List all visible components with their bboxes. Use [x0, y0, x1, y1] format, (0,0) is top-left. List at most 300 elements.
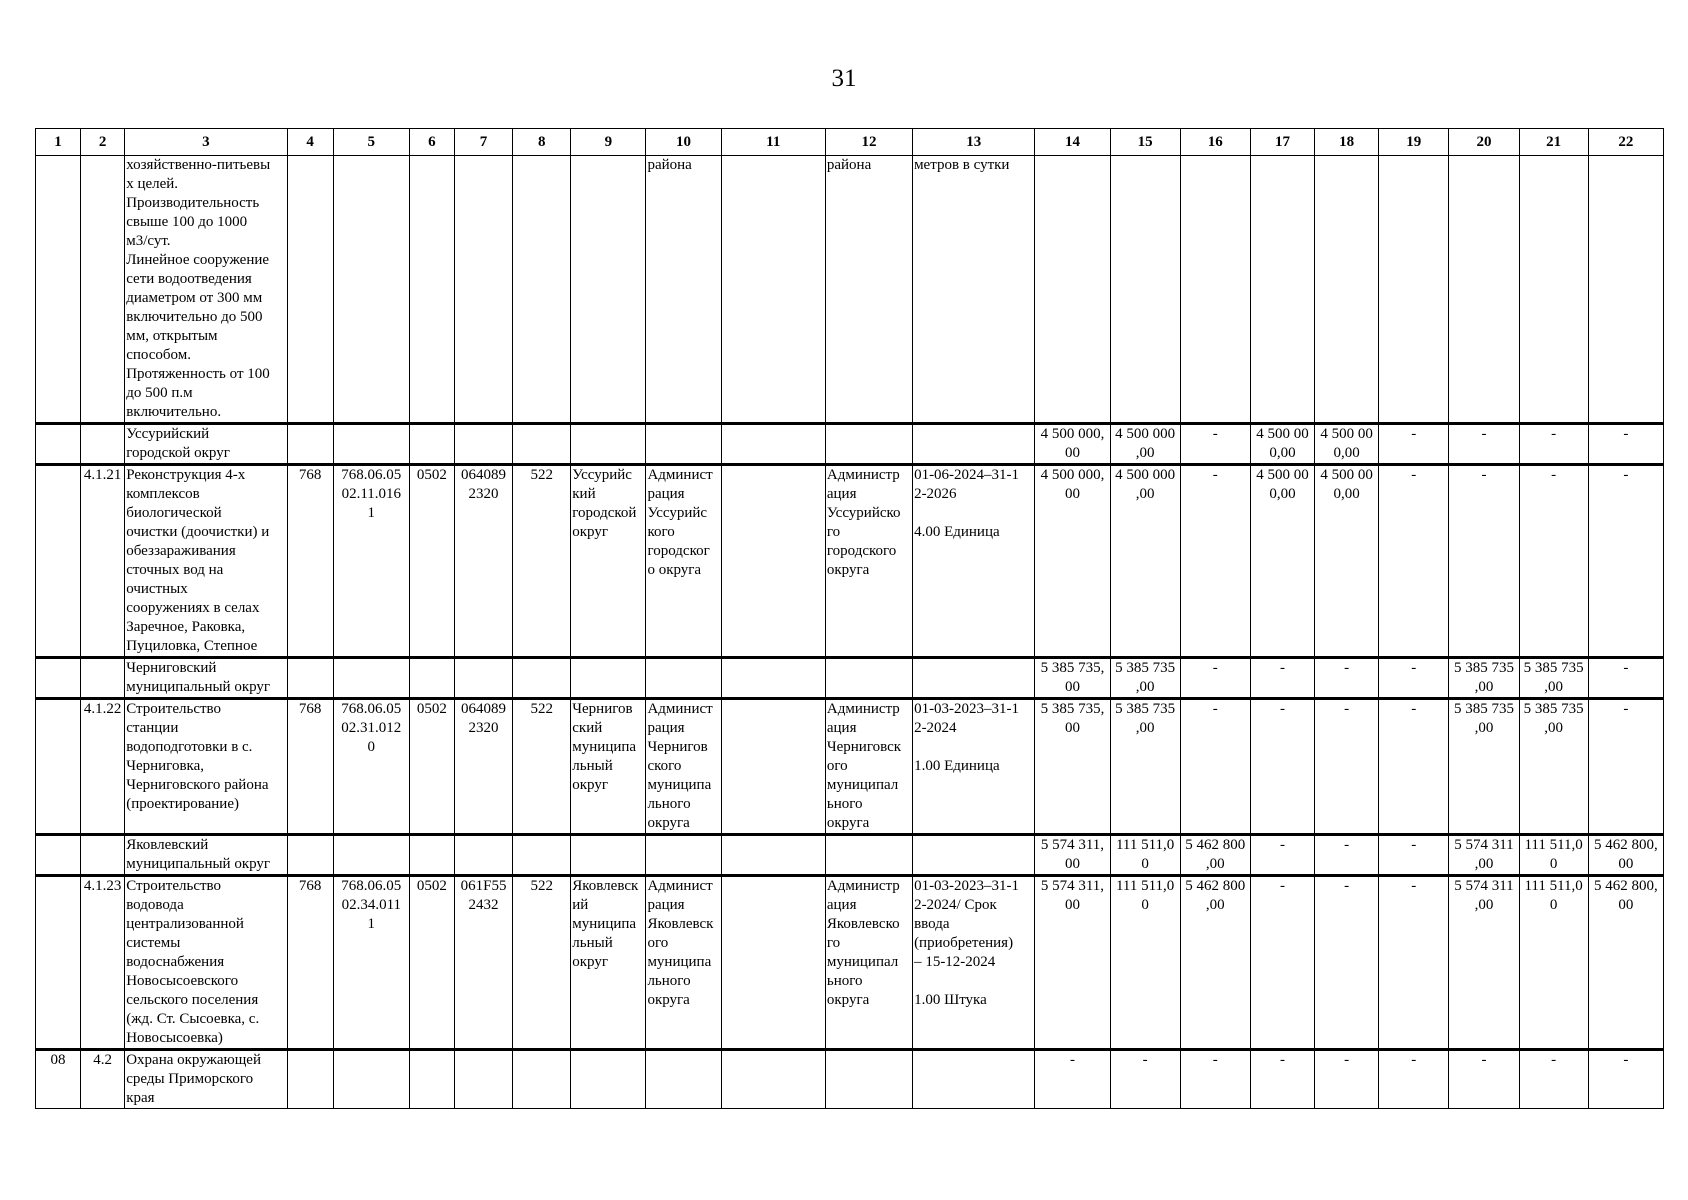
table-cell-col-21: [1519, 658, 1588, 699]
cell-text: 5 574 311, 00: [1040, 837, 1105, 872]
column-header: 13: [913, 129, 1035, 156]
table-cell-col-7: [454, 835, 512, 876]
cell-text: -: [1142, 1052, 1148, 1068]
cell-text: -: [1551, 426, 1557, 442]
table-cell-col-16: [1180, 876, 1250, 1050]
table-cell-col-19: [1379, 1050, 1449, 1109]
table-cell-col-10: [646, 658, 721, 699]
cell-text: -: [1344, 660, 1350, 676]
table-cell-col-1: [36, 1050, 81, 1109]
table-cell-col-7: [454, 1050, 512, 1109]
cell-text: Администр ация Уссурийско го городского округа: [826, 467, 901, 578]
district-total-row: [36, 424, 1664, 465]
table-cell-col-8: [513, 424, 571, 465]
table-cell-col-9: [571, 876, 646, 1050]
table-cell-col-4: [287, 658, 333, 699]
table-cell-col-6: [409, 465, 454, 658]
table-cell-col-13: [913, 424, 1035, 465]
cell-text: -: [1623, 701, 1629, 717]
column-header: 8: [513, 129, 571, 156]
table-cell-col-17: [1250, 424, 1314, 465]
table-cell-col-3: [125, 1050, 287, 1109]
table-cell-col-7: [454, 156, 512, 424]
table-cell-col-10: [646, 156, 721, 424]
cell-text: Админист рация Чернигов ского муниципа льного округа: [647, 701, 713, 831]
cell-text: 5 385 735 ,00: [1453, 660, 1514, 695]
cell-text: 01-03-2023–31-1 2-2024 1.00 Единица: [914, 701, 1020, 774]
table-cell-col-4: [287, 699, 333, 835]
cell-text: 0502: [416, 467, 447, 483]
table-cell-col-18: [1315, 424, 1379, 465]
column-header: 9: [571, 129, 646, 156]
cell-text: Администр ация Черниговск ого муниципал ьного округа: [826, 701, 902, 831]
cell-text: -: [1411, 837, 1417, 853]
table-row: [36, 156, 1664, 424]
table-cell-col-13: [913, 1050, 1035, 1109]
table-cell-col-19: [1379, 835, 1449, 876]
cell-text: 4 500 000, 00: [1040, 467, 1105, 502]
table-cell-col-19: [1379, 699, 1449, 835]
column-header: 18: [1315, 129, 1379, 156]
cell-text: района: [826, 157, 872, 173]
table-cell-col-18: [1315, 699, 1379, 835]
table-cell-col-13: [913, 465, 1035, 658]
table-cell-col-15: [1110, 465, 1180, 658]
column-header: 12: [825, 129, 912, 156]
cell-text: -: [1344, 1052, 1350, 1068]
cell-text: Строительство станции водоподготовки в с. Черниговка, Черниговского района (проектирование): [126, 701, 269, 812]
table-cell-col-18: [1315, 465, 1379, 658]
cell-text: 01-03-2023–31-1 2-2024/ Срок ввода (приобретения) – 15-12-2024 1.00 Штука: [914, 878, 1020, 1008]
table-cell-col-20: [1449, 835, 1519, 876]
cell-text: 064089 2320: [461, 701, 507, 736]
cell-text: 08: [50, 1052, 66, 1068]
table-row: [36, 1050, 1664, 1109]
cell-text: 5 385 735, 00: [1040, 701, 1105, 736]
cell-text: 4.1.21: [83, 467, 122, 483]
cell-text: 522: [530, 467, 553, 483]
cell-text: Черниговский муниципальный округ: [126, 660, 271, 695]
table-cell-col-12: [825, 465, 912, 658]
table-cell-col-4: [287, 1050, 333, 1109]
cell-text: 768: [298, 701, 322, 717]
table-cell-col-22: [1588, 699, 1663, 835]
table-cell-col-21: [1519, 835, 1588, 876]
cell-text: 4 500 000 ,00: [1115, 426, 1176, 461]
table-cell-col-1: [36, 699, 81, 835]
cell-text: 768: [298, 878, 322, 894]
table-cell-col-14: [1035, 835, 1110, 876]
column-header: 5: [333, 129, 409, 156]
cell-text: Яковлевск ий муниципа льный округ: [572, 878, 639, 970]
table-cell-col-18: [1315, 1050, 1379, 1109]
table-cell-col-20: [1449, 1050, 1519, 1109]
table-cell-col-16: [1180, 835, 1250, 876]
cell-text: -: [1344, 878, 1350, 894]
cell-text: 111 511,0 0: [1115, 837, 1175, 872]
table-cell-col-2: [81, 658, 125, 699]
table-cell-col-12: [825, 424, 912, 465]
table-cell-col-14: [1035, 156, 1110, 424]
column-header: 21: [1519, 129, 1588, 156]
table-cell-col-20: [1449, 658, 1519, 699]
table-cell-col-15: [1110, 424, 1180, 465]
table-cell-col-1: [36, 156, 81, 424]
cell-text: 0502: [416, 701, 447, 717]
column-header: 10: [646, 129, 721, 156]
cell-text: -: [1623, 426, 1629, 442]
cell-text: -: [1411, 701, 1417, 717]
cell-text: 4.1.23: [83, 878, 122, 894]
district-total-row: [36, 658, 1664, 699]
table-cell-col-4: [287, 876, 333, 1050]
table-cell-col-8: [513, 1050, 571, 1109]
table-cell-col-21: [1519, 424, 1588, 465]
table-cell-col-18: [1315, 658, 1379, 699]
cell-text: 5 462 800 ,00: [1185, 837, 1246, 872]
table-cell-col-20: [1449, 699, 1519, 835]
cell-text: Уссурийский городской округ: [126, 426, 230, 461]
table-cell-col-22: [1588, 835, 1663, 876]
table-cell-col-7: [454, 658, 512, 699]
cell-text: 522: [530, 701, 553, 717]
table-cell-col-1: [36, 876, 81, 1050]
table-cell-col-12: [825, 658, 912, 699]
table-cell-col-1: [36, 658, 81, 699]
cell-text: -: [1623, 660, 1629, 676]
cell-text: Строительство водовода централизованной системы водоснабжения Новосысоевского сельского поселения (жд. Ст. Сысоевка, с. Новосысоевка): [126, 878, 260, 1046]
cell-text: -: [1411, 426, 1417, 442]
table-cell-col-12: [825, 699, 912, 835]
cell-text: 768.06.05 02.34.011 1: [341, 878, 402, 932]
cell-text: Яковлевский муниципальный округ: [126, 837, 271, 872]
cell-text: 064089 2320: [461, 467, 507, 502]
table-cell-col-16: [1180, 465, 1250, 658]
cell-text: -: [1279, 660, 1285, 676]
table-cell-col-22: [1588, 424, 1663, 465]
cell-text: -: [1279, 1052, 1285, 1068]
table-cell-col-6: [409, 658, 454, 699]
table-cell-col-20: [1449, 424, 1519, 465]
table-cell-col-15: [1110, 658, 1180, 699]
table-cell-col-4: [287, 424, 333, 465]
table-row: [36, 465, 1664, 658]
table-cell-col-13: [913, 835, 1035, 876]
table-cell-col-8: [513, 156, 571, 424]
table-cell-col-17: [1250, 699, 1314, 835]
table-cell-col-11: [721, 876, 825, 1050]
table-cell-col-13: [913, 658, 1035, 699]
table-cell-col-1: [36, 465, 81, 658]
cell-text: района: [647, 157, 692, 173]
cell-text: 4 500 00 0,00: [1256, 426, 1309, 461]
table-cell-col-21: [1519, 876, 1588, 1050]
table-cell-col-14: [1035, 876, 1110, 1050]
table-cell-col-11: [721, 835, 825, 876]
cell-text: -: [1411, 1052, 1417, 1068]
cell-text: -: [1212, 701, 1218, 717]
cell-text: -: [1481, 426, 1487, 442]
cell-text: -: [1212, 426, 1218, 442]
table-cell-col-15: [1110, 876, 1180, 1050]
table-cell-col-11: [721, 1050, 825, 1109]
table-row: [36, 876, 1664, 1050]
table-cell-col-9: [571, 465, 646, 658]
cell-text: 5 574 311 ,00: [1454, 837, 1514, 872]
table-cell-col-13: [913, 876, 1035, 1050]
column-header: 3: [125, 129, 287, 156]
cell-text: 4 500 00 0,00: [1320, 467, 1373, 502]
table-cell-col-10: [646, 424, 721, 465]
cell-text: Чернигов ский муниципа льный округ: [572, 701, 637, 793]
column-header: 16: [1180, 129, 1250, 156]
table-cell-col-11: [721, 465, 825, 658]
table-cell-col-22: [1588, 156, 1663, 424]
cell-text: 5 385 735, 00: [1040, 660, 1105, 695]
table-cell-col-18: [1315, 156, 1379, 424]
table-cell-col-1: [36, 424, 81, 465]
table-cell-col-2: [81, 699, 125, 835]
cell-text: -: [1212, 660, 1218, 676]
table-cell-col-3: [125, 876, 287, 1050]
cell-text: 5 462 800 ,00: [1185, 878, 1246, 913]
header-row: [36, 129, 1664, 156]
table-cell-col-22: [1588, 876, 1663, 1050]
table-cell-col-6: [409, 699, 454, 835]
table-cell-col-14: [1035, 1050, 1110, 1109]
cell-text: -: [1623, 467, 1629, 483]
table-cell-col-10: [646, 699, 721, 835]
cell-text: 4 500 00 0,00: [1320, 426, 1373, 461]
cell-text: 5 385 735 ,00: [1115, 701, 1176, 736]
column-header: 14: [1035, 129, 1110, 156]
table-cell-col-12: [825, 835, 912, 876]
column-header: 6: [409, 129, 454, 156]
table-cell-col-6: [409, 876, 454, 1050]
table-cell-col-10: [646, 835, 721, 876]
table-cell-col-19: [1379, 156, 1449, 424]
table-cell-col-5: [333, 835, 409, 876]
cell-text: -: [1212, 467, 1218, 483]
table-cell-col-15: [1110, 156, 1180, 424]
table-cell-col-19: [1379, 424, 1449, 465]
cell-text: -: [1344, 701, 1350, 717]
table-cell-col-8: [513, 658, 571, 699]
table-cell-col-16: [1180, 1050, 1250, 1109]
table-cell-col-18: [1315, 835, 1379, 876]
table-cell-col-22: [1588, 465, 1663, 658]
cell-text: -: [1279, 701, 1285, 717]
table-cell-col-17: [1250, 876, 1314, 1050]
table-cell-col-19: [1379, 658, 1449, 699]
cell-text: -: [1411, 660, 1417, 676]
cell-text: 01-06-2024–31-1 2-2026 4.00 Единица: [914, 467, 1020, 540]
table-cell-col-11: [721, 156, 825, 424]
cell-text: Охрана окружающей среды Приморского края: [126, 1052, 261, 1106]
table-cell-col-1: [36, 835, 81, 876]
table-cell-col-8: [513, 699, 571, 835]
cell-text: 522: [530, 878, 553, 894]
table-cell-col-19: [1379, 465, 1449, 658]
table-cell-col-7: [454, 699, 512, 835]
cell-text: -: [1069, 1052, 1075, 1068]
column-header: 11: [721, 129, 825, 156]
column-header: 20: [1449, 129, 1519, 156]
cell-text: 5 574 311 ,00: [1454, 878, 1514, 913]
table-row: [36, 699, 1664, 835]
cell-text: 4 500 000, 00: [1040, 426, 1105, 461]
table-cell-col-14: [1035, 699, 1110, 835]
table-cell-col-20: [1449, 465, 1519, 658]
cell-text: 5 385 735 ,00: [1453, 701, 1514, 736]
table-cell-col-16: [1180, 699, 1250, 835]
cell-text: 768: [298, 467, 322, 483]
table-cell-col-8: [513, 465, 571, 658]
table-cell-col-2: [81, 1050, 125, 1109]
table-cell-col-15: [1110, 1050, 1180, 1109]
table-cell-col-9: [571, 1050, 646, 1109]
column-header: 22: [1588, 129, 1663, 156]
cell-text: -: [1481, 467, 1487, 483]
table-cell-col-20: [1449, 876, 1519, 1050]
cell-text: -: [1344, 837, 1350, 853]
table-cell-col-22: [1588, 658, 1663, 699]
cell-text: 0502: [416, 878, 447, 894]
table-cell-col-5: [333, 876, 409, 1050]
cell-text: 5 462 800, 00: [1593, 878, 1658, 913]
table-cell-col-8: [513, 835, 571, 876]
table-cell-col-7: [454, 876, 512, 1050]
column-header: 4: [287, 129, 333, 156]
table-cell-col-12: [825, 1050, 912, 1109]
table-cell-col-4: [287, 835, 333, 876]
table-cell-col-21: [1519, 465, 1588, 658]
cell-text: 5 462 800, 00: [1593, 837, 1658, 872]
table-cell-col-2: [81, 835, 125, 876]
table-cell-col-8: [513, 876, 571, 1050]
table-cell-col-4: [287, 156, 333, 424]
cell-text: 111 511,0 0: [1115, 878, 1175, 913]
table-cell-col-7: [454, 424, 512, 465]
table-cell-col-18: [1315, 876, 1379, 1050]
cell-text: 4 500 00 0,00: [1256, 467, 1309, 502]
table-cell-col-3: [125, 156, 287, 424]
cell-text: 111 511,0 0: [1524, 878, 1583, 913]
table-cell-col-10: [646, 876, 721, 1050]
table-cell-col-11: [721, 658, 825, 699]
cell-text: -: [1279, 878, 1285, 894]
table-cell-col-7: [454, 465, 512, 658]
table-cell-col-17: [1250, 658, 1314, 699]
cell-text: 4.2: [93, 1052, 113, 1068]
table-cell-col-17: [1250, 465, 1314, 658]
column-header: 7: [454, 129, 512, 156]
cell-text: 4.1.22: [83, 701, 122, 717]
table-cell-col-3: [125, 658, 287, 699]
table-cell-col-12: [825, 156, 912, 424]
table-cell-col-9: [571, 424, 646, 465]
cell-text: Админист рация Яковлевск ого муниципа льного округа: [647, 878, 714, 1008]
table-cell-col-15: [1110, 699, 1180, 835]
table-cell-col-21: [1519, 1050, 1588, 1109]
table-cell-col-20: [1449, 156, 1519, 424]
table-cell-col-5: [333, 465, 409, 658]
table-cell-col-3: [125, 424, 287, 465]
cell-text: -: [1551, 1052, 1557, 1068]
table-cell-col-16: [1180, 658, 1250, 699]
cell-text: 5 385 735 ,00: [1523, 660, 1584, 695]
column-header: 19: [1379, 129, 1449, 156]
cell-text: 061F55 2432: [460, 878, 507, 913]
cell-text: 111 511,0 0: [1524, 837, 1583, 872]
column-header: 15: [1110, 129, 1180, 156]
table-cell-col-6: [409, 156, 454, 424]
table-cell-col-6: [409, 1050, 454, 1109]
table-cell-col-13: [913, 156, 1035, 424]
cell-text: Реконструкция 4-х комплексов биологической очистки (доочистки) и обеззараживания сточных вод на очистных сооружениях в селах Заречное, Раковка, Пуциловка, Степное: [126, 467, 270, 654]
table-cell-col-15: [1110, 835, 1180, 876]
table-cell-col-4: [287, 465, 333, 658]
table-cell-col-10: [646, 1050, 721, 1109]
cell-text: -: [1279, 837, 1285, 853]
page-number: 31: [831, 65, 857, 92]
table-cell-col-2: [81, 424, 125, 465]
table-cell-col-3: [125, 465, 287, 658]
table-cell-col-10: [646, 465, 721, 658]
table-cell-col-9: [571, 156, 646, 424]
cell-text: хозяйственно-питьевы х целей. Производительность свыше 100 до 1000 м3/сут. Линейное сооружение сети водоотведения диаметром от 300 мм включительно до 500 мм, открытым способом. Протяженность от 100 до 500 п.м включительно.: [126, 157, 271, 420]
table-cell-col-9: [571, 658, 646, 699]
table-cell-col-11: [721, 424, 825, 465]
table-cell-col-21: [1519, 156, 1588, 424]
cell-text: Уссурийс кий городской округ: [572, 467, 637, 540]
cell-text: 768.06.05 02.11.016 1: [341, 467, 402, 521]
table-cell-col-9: [571, 699, 646, 835]
cell-text: 5 385 735 ,00: [1523, 701, 1584, 736]
table-cell-col-6: [409, 424, 454, 465]
cell-text: Администр ация Яковлевско го муниципал ьного округа: [826, 878, 900, 1008]
table-cell-col-22: [1588, 1050, 1663, 1109]
table-cell-col-12: [825, 876, 912, 1050]
cell-text: Админист рация Уссурийс кого городског о округа: [647, 467, 713, 578]
table-cell-col-2: [81, 156, 125, 424]
cell-text: -: [1411, 467, 1417, 483]
cell-text: 768.06.05 02.31.012 0: [341, 701, 402, 755]
table-cell-col-16: [1180, 156, 1250, 424]
table-cell-col-14: [1035, 658, 1110, 699]
table-cell-col-2: [81, 465, 125, 658]
cell-text: -: [1212, 1052, 1218, 1068]
table-cell-col-6: [409, 835, 454, 876]
table-cell-col-5: [333, 156, 409, 424]
table-body: [36, 156, 1664, 1109]
column-header: 2: [81, 129, 125, 156]
table-cell-col-2: [81, 876, 125, 1050]
budget-table: [35, 128, 1664, 1109]
table-cell-col-5: [333, 424, 409, 465]
table-cell-col-5: [333, 699, 409, 835]
table-cell-col-11: [721, 699, 825, 835]
cell-text: 5 385 735 ,00: [1115, 660, 1176, 695]
table-cell-col-17: [1250, 835, 1314, 876]
cell-text: метров в сутки: [914, 157, 1010, 173]
table-cell-col-3: [125, 835, 287, 876]
cell-text: 5 574 311, 00: [1040, 878, 1105, 913]
table-cell-col-5: [333, 1050, 409, 1109]
cell-text: 4 500 000 ,00: [1115, 467, 1176, 502]
table-cell-col-19: [1379, 876, 1449, 1050]
column-header: 1: [36, 129, 81, 156]
